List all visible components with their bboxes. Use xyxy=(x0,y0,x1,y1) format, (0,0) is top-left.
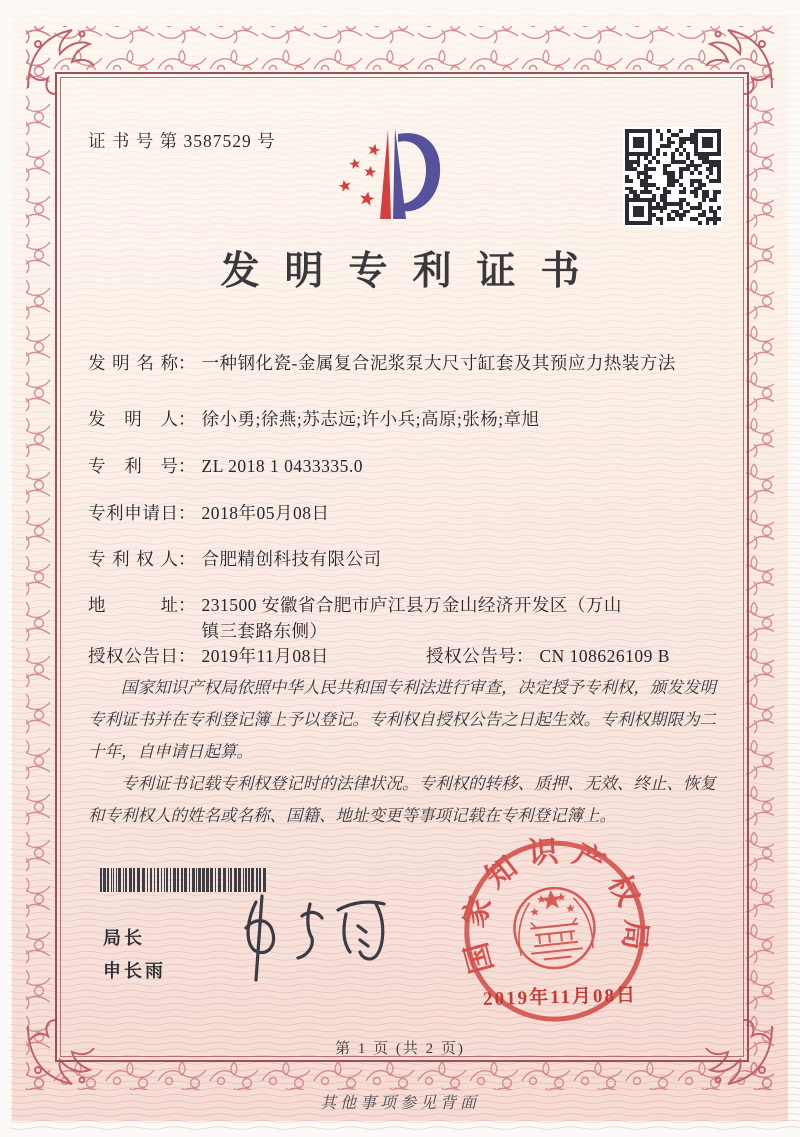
field-label: 发明名称 xyxy=(88,353,178,373)
signer-block xyxy=(103,922,166,988)
field-value: 徐小勇;徐燕;苏志远;许小兵;高原;张杨;章旭 xyxy=(201,409,540,429)
back-note: 其他事项参见背面 xyxy=(319,1095,480,1112)
field-grant-number: 授权公告号： CN 108626109 B xyxy=(426,643,670,669)
field-value: 一种钢化瓷-金属复合泥浆泵大尺寸缸套及其预应力热装方法 xyxy=(201,353,676,373)
body-paragraph-1: 国家知识产权局依照中华人民共和国专利法进行审查，决定授予专利权，颁发发明专利证书并在专利登记簿上予以登记。专利权自授权公告之日起生效。专利权期限为二十年，自申请日起算。 xyxy=(88,678,716,761)
field-label: 地址 xyxy=(88,595,178,615)
field-value: 2018年05月08日 xyxy=(201,503,330,523)
certificate-number: 证 书 号 第 3587529 号 xyxy=(88,131,276,151)
page-footer: 第 1 页 (共 2 页) xyxy=(335,1041,465,1057)
field-label: 授权公告号 xyxy=(426,646,516,666)
signer-title: 局长 xyxy=(103,928,145,948)
legal-text xyxy=(88,672,716,832)
signature xyxy=(218,892,408,984)
field-row-patent-number: 专利号： ZL 2018 1 0433335.0 xyxy=(88,453,720,479)
signer-name: 申长雨 xyxy=(103,961,166,981)
field-row-grant: 授权公告日： 2019年11月08日 授权公告号： CN 108626109 B xyxy=(88,643,720,669)
field-label: 专利权人 xyxy=(88,549,178,569)
field-value: ZL 2018 1 0433335.0 xyxy=(201,456,363,476)
barcode xyxy=(100,868,267,892)
field-row-inventors: 发明人： 徐小勇;徐燕;苏志远;许小兵;高原;张杨;章旭 xyxy=(88,406,720,432)
field-row-address: 地址： 231500 安徽省合肥市庐江县万金山经济开发区（万山镇三套路东侧） xyxy=(88,592,720,644)
seal-date: 2019年11月08日 xyxy=(482,984,638,1011)
field-row-filing-date: 专利申请日： 2018年05月08日 xyxy=(88,500,720,526)
seal-ring-text: 国家知识产权局 xyxy=(456,834,653,977)
qr-code xyxy=(623,127,723,227)
field-row-patentee: 专利权人： 合肥精创科技有限公司 xyxy=(88,546,720,572)
field-label: 发明人 xyxy=(88,409,178,429)
field-label: 专利号 xyxy=(88,456,178,476)
body-paragraph-2: 专利证书记载专利权登记时的法律状况。专利权的转移、质押、无效、终止、恢复和专利权人的姓名或名称、国籍、地址变更等事项记载在专利登记簿上。 xyxy=(88,774,716,825)
field-row-invention-name: 发明名称： 一种钢化瓷-金属复合泥浆泵大尺寸缸套及其预应力热装方法 xyxy=(88,350,720,376)
patent-office-logo xyxy=(328,112,458,234)
field-label: 专利申请日 xyxy=(88,503,178,523)
national-emblem xyxy=(511,884,599,972)
certificate-title: 发明专利证书 xyxy=(220,250,605,293)
field-value: 合肥精创科技有限公司 xyxy=(201,549,382,569)
field-label: 授权公告日 xyxy=(88,646,178,666)
field-value: CN 108626109 B xyxy=(539,646,670,666)
field-value: 2019年11月08日 xyxy=(201,646,329,666)
official-seal xyxy=(443,820,669,1046)
field-value: 231500 安徽省合肥市庐江县万金山经济开发区（万山镇三套路东侧） xyxy=(201,595,622,641)
